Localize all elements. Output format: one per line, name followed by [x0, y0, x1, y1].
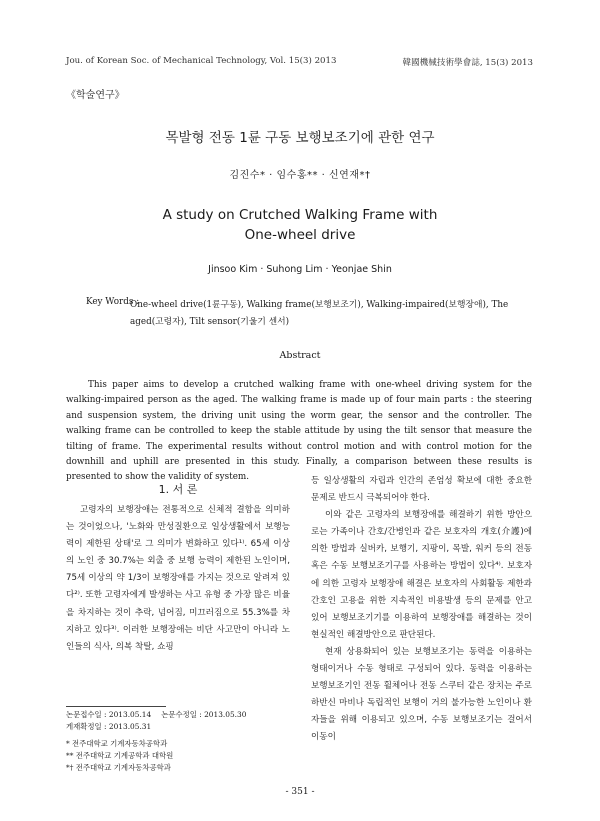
footnote-dates	[66, 709, 290, 721]
title-english	[0, 205, 600, 245]
keywords-text: One-wheel drive(1륜구동), Walking frame(보행보조기), Walking-impaired(보행장애), The aged(고령자), Tilt sensor(기울기 센서)	[130, 300, 509, 327]
revised-date: 논문수정일 : 2013.05.30	[161, 710, 247, 719]
authors-korean: 김진수* · 임수홍** · 신연재*†	[229, 170, 371, 181]
affiliation-2: ** 전주대학교 기계공학과 대학원	[66, 750, 174, 760]
journal-header-right: 韓國機械技術學會誌, 15(3) 2013	[402, 58, 533, 68]
left-column	[66, 502, 290, 656]
footnotes	[66, 709, 290, 774]
section-heading-introduction: 1. 서 론	[158, 483, 198, 496]
title-korean: 목발형 전동 1륜 구동 보행보조기에 관한 연구	[165, 130, 435, 146]
intro-paragraph-1-cont: 등 일상생활의 자립과 인간의 존엄성 확보에 대한 중요한 문제로 반드시 극복되어야 한다.	[311, 476, 532, 504]
affiliation-1: * 전주대학교 기계자동차공학과	[66, 738, 168, 748]
title-english-line2: One-wheel drive	[244, 227, 356, 243]
abstract-heading: Abstract	[279, 350, 321, 361]
authors-english: Jinsoo Kim · Suhong Lim · Yeonjae Shin	[208, 264, 392, 275]
right-column	[311, 473, 532, 747]
abstract-text: This paper aims to develop a crutched walking frame with one-wheel driving system for the walking-impaired person as the aged. The walking frame is made up of four main parts : the steering and suspension system, the driving unit using the worm gear, the sensor and the controller. The walking frame can be controlled to keep the stable attitude by using the tilt sensor that measure the tilting of frame. The experimental results without control motion and with control motion for the downhill and uphill are presented in this study. Finally, a comparison between these results is presented to show the validity of system.	[66, 380, 532, 483]
page-number: - 351 -	[285, 787, 315, 797]
received-date: 논문접수일 : 2013.05.14	[66, 710, 152, 719]
footnote-divider	[66, 706, 166, 707]
journal-header-left: Jou. of Korean Soc. of Mechanical Technology, Vol. 15(3) 2013	[66, 56, 337, 66]
abstract-body	[66, 378, 532, 486]
accepted-date: 게재확정일 : 2013.05.31	[66, 721, 152, 731]
keywords-label: Key Words :	[86, 297, 140, 307]
intro-paragraph-2: 이와 같은 고령자의 보행장애를 해결하기 위한 방안으로는 가족이나 간호/간병인과 같은 보호자의 개호(介護)에 의한 방법과 실버카, 보행기, 지팡이, 목발, 워커 등의 전동 혹은 수동 보행보조기구를 사용하는 방법이 있다⁴⁾. 보호자에 의한 고령자 보행장애 해결은 보호자의 사회활동 제한과 간호인 고용을 위한 지속적인 비용발생 등의 문제를 안고 있어 보행보조기기를 이용하여 보행장애를 해결하는 것이 현실적인 해결방안으로 판단된다.	[311, 510, 532, 640]
title-english-line1: A study on Crutched Walking Frame with	[162, 207, 438, 223]
article-category: 《학술연구》	[66, 90, 125, 101]
affiliation-3: *† 전주대학교 기계자동차공학과	[66, 762, 171, 772]
intro-paragraph-3: 현재 상용화되어 있는 보행보조기는 동력을 이용하는 형태이거나 수동 형태로 구성되어 있다. 동력을 이용하는 보행보조기인 전동 휠체어나 전동 스쿠터 같은 장치는 주로 하반신 마비나 독립적인 보행이 거의 불가능한 노인이나 환자들을 위해 이용되고 있으며, 수동 보행보조기는 걸어서 이동이	[311, 646, 532, 743]
intro-paragraph-1: 고령자의 보행장애는 전통적으로 신체적 결함을 의미하는 것이었으나, '노화와 만성질환으로 일상생활에서 보행능력이 제한된 상태'로 그 의미가 변화하고 있다¹⁾. 65세 이상의 노인 중 30.7%는 외출 중 보행 능력이 제한된 노인이며, 75세 이상의 약 1/3이 보행장애를 가지는 것으로 알려져 있다²⁾. 또한 고령자에게 발생하는 사고 유형 중 가장 많은 비율을 차지하는 것이 추락, 넘어짐, 미끄러짐으로 55.3%를 차지하고 있다³⁾. 이러한 보행장애는 비단 사고만이 아니라 노인들의 식사, 의복 착탈, 쇼핑	[66, 505, 290, 652]
